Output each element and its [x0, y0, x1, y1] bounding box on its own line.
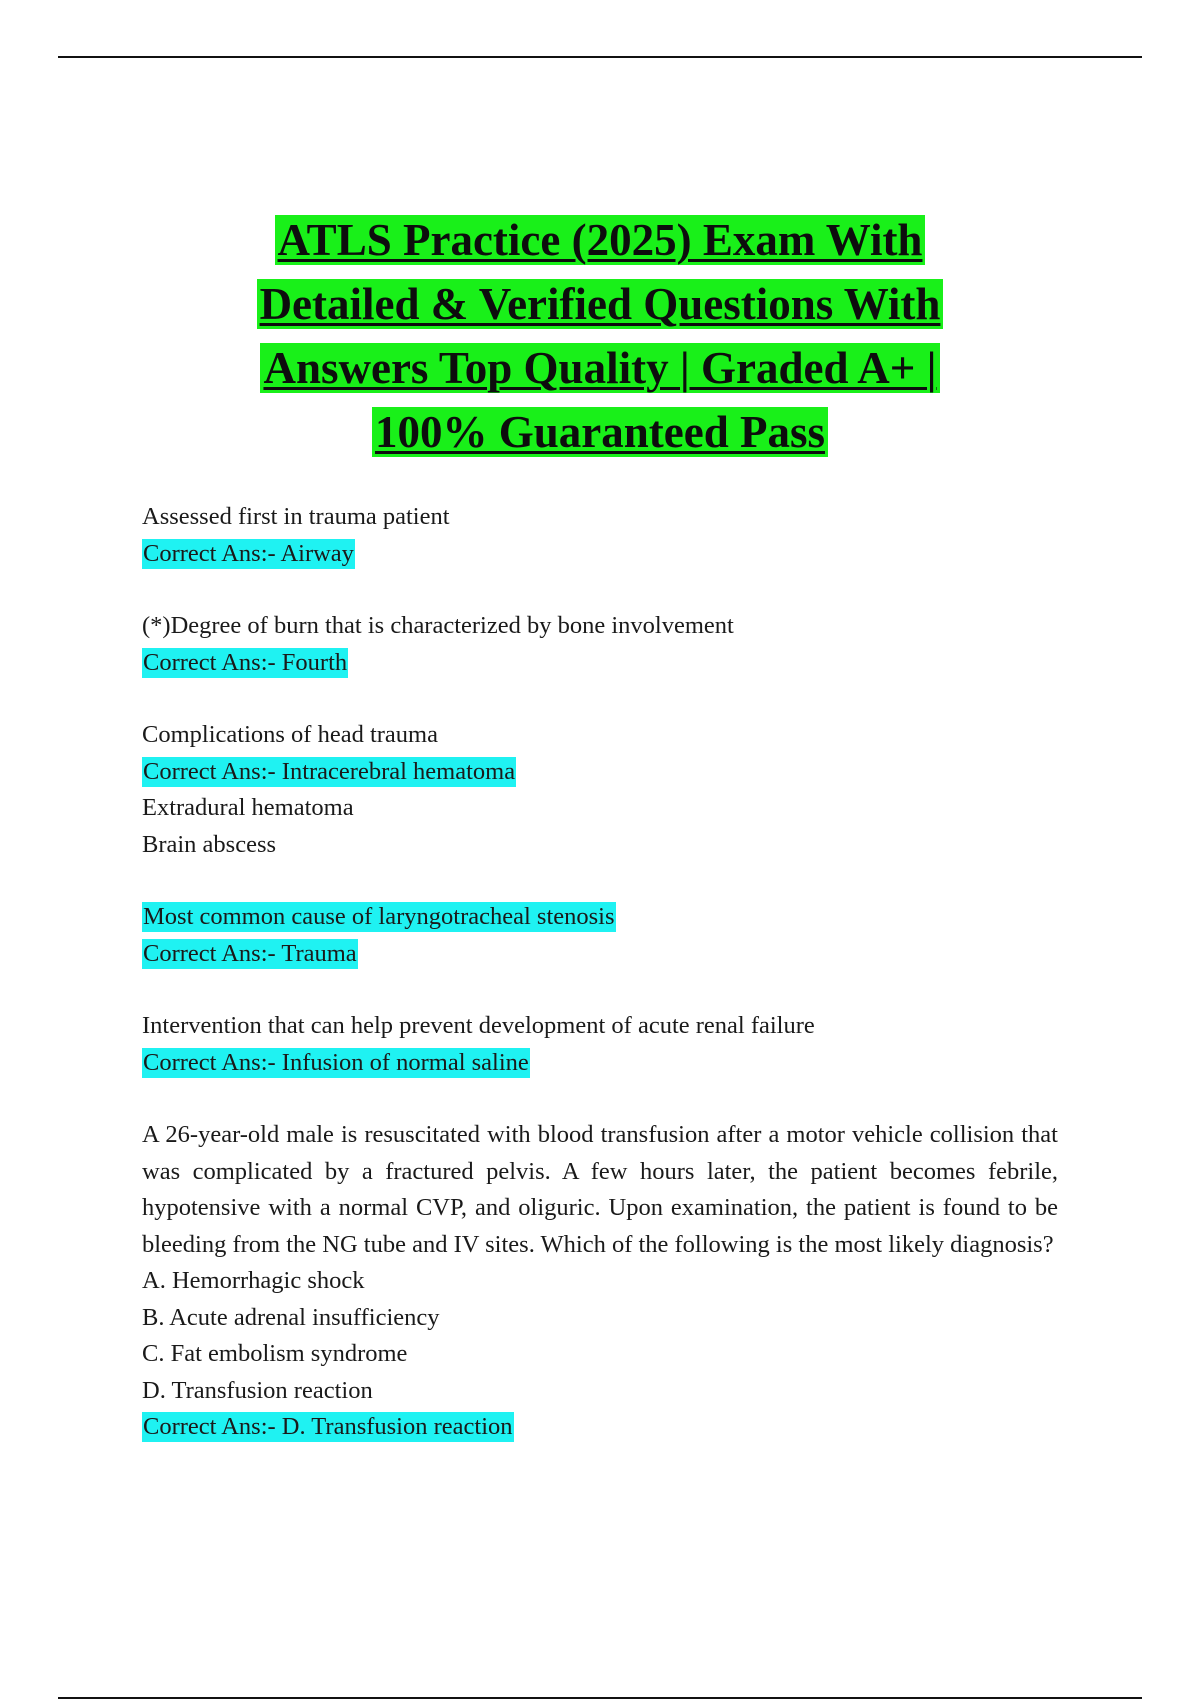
correct-answer: Correct Ans:- D. Transfusion reaction	[143, 1413, 513, 1440]
option-a: A. Hemorrhagic shock	[142, 1267, 365, 1294]
option-c: C. Fat embolism syndrome	[142, 1340, 408, 1367]
answer-extra-line: Brain abscess	[142, 830, 277, 858]
qa-item-1	[142, 499, 1058, 572]
question-text: Intervention that can help prevent development of acute renal failure	[142, 1012, 815, 1039]
top-rule	[58, 56, 1142, 58]
qa-list	[142, 499, 1058, 1482]
correct-answer: Correct Ans:- Infusion of normal saline	[143, 1048, 529, 1076]
document-title	[150, 210, 1050, 466]
qa-item-6	[142, 1117, 1058, 1446]
question-text: Assessed first in trauma patient	[142, 503, 450, 530]
question-text: (*)Degree of burn that is characterized by bone involvement	[142, 612, 734, 639]
question-text: Most common cause of laryngotracheal stenosis	[143, 903, 615, 930]
correct-answer: Correct Ans:- Airway	[143, 539, 354, 567]
qa-item-3	[142, 717, 1058, 863]
qa-item-2	[142, 608, 1058, 681]
correct-answer: Correct Ans:- Fourth	[143, 648, 348, 676]
title-line-4: 100% Guaranteed Pass	[372, 407, 828, 457]
option-b: B. Acute adrenal insufficiency	[142, 1303, 440, 1331]
question-text: A 26-year-old male is resuscitated with blood transfusion after a motor vehicle collision that was complicated by a fractured pelvis. A few hours later, the patient becomes febrile, hypotensive with a normal CVP, and oliguric. Upon examination, the patient is found to be bleeding from the NG tube and IV sites. Which of the following is the most likely diagnosis?	[142, 1121, 1058, 1258]
qa-item-4	[142, 899, 1058, 972]
qa-item-5	[142, 1008, 1058, 1081]
correct-answer: Correct Ans:- Trauma	[143, 939, 357, 967]
bottom-rule	[58, 1697, 1142, 1699]
title-line-3: Answers Top Quality | Graded A+ |	[260, 343, 939, 393]
title-line-2: Detailed & Verified Questions With	[257, 279, 944, 329]
title-line-1: ATLS Practice (2025) Exam With	[275, 215, 926, 265]
answer-extra-line: Extradural hematoma	[142, 794, 354, 821]
question-text: Complications of head trauma	[142, 721, 438, 748]
option-d: D. Transfusion reaction	[142, 1376, 373, 1404]
correct-answer: Correct Ans:- Intracerebral hematoma	[143, 757, 516, 785]
